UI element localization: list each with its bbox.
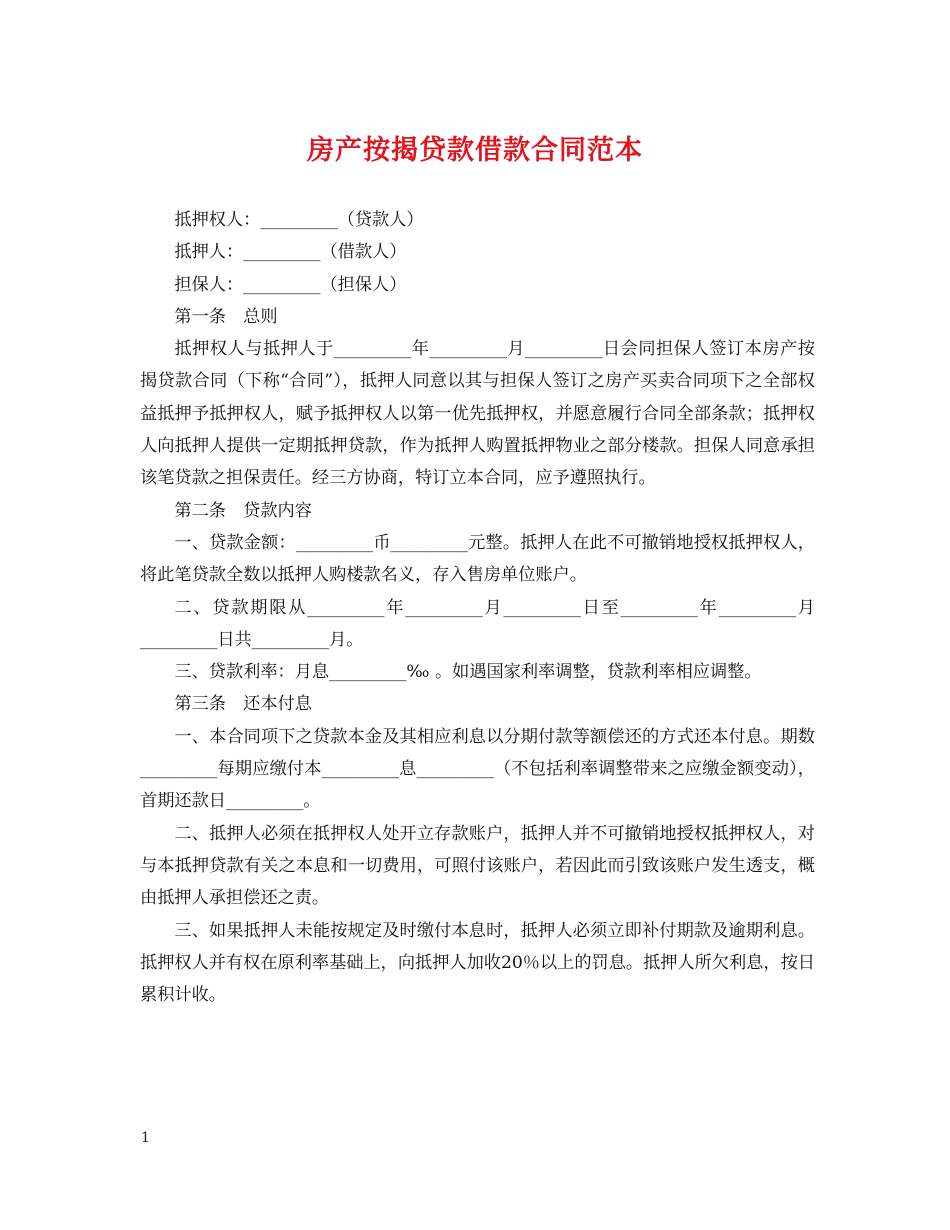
paragraph-loan-term: 二、贷款期限从_________年_________月_________日至_________年_________月_________日共_________月。 [140, 597, 815, 650]
paragraph-guarantor: 担保人：_________（担保人） [174, 274, 407, 295]
heading-article-3: 第三条 还本付息 [174, 694, 312, 715]
paragraph-article-1-text: 抵押权人与抵押人于_________年_________月_________日会同担保人签订本房产按揭贷款合同（下称“合同”），抵押人同意以其与担保人签订之房产买卖合同项下之全部权益抵押予抵押权人，赋予抵押权人以第一优先抵押权，并愿意履行合同全部条款；抵押权人向抵押人提供一定期抵押贷款，作为抵押人购置抵押物业之部分楼款。担保人同意承担该笔贷款之担保责任。经三方协商，特订立本合同，应予遵照执行。 [140, 339, 815, 489]
paragraph-repayment-3: 三、如果抵押人未能按规定及时缴付本息时，抵押人必须立即补付期款及逾期利息。抵押权人并有权在原利率基础上，向抵押人加收20％以上的罚息。抵押人所欠利息，按日累积计收。 [140, 920, 815, 1006]
paragraph-mortgagor: 抵押人：_________（借款人） [174, 242, 407, 263]
paragraph-repayment-1: 一、本合同项下之贷款本金及其相应利息以分期付款等额偿还的方式还本付息。期数_________每期应缴付本_________息_________（不包括利率调整带来之应缴金额变动），首期还款日_________。 [140, 726, 815, 812]
page-number: 1 [141, 1130, 150, 1146]
document-body [140, 204, 815, 1011]
document-title: 房产按揭贷款借款合同范本 [307, 135, 643, 166]
heading-article-2: 第二条 贷款内容 [174, 500, 312, 521]
paragraph-mortgagee: 抵押权人：_________（贷款人） [174, 210, 424, 230]
heading-article-1: 第一条 总则 [174, 306, 278, 327]
paragraph-repayment-2: 二、抵押人必须在抵押权人处开立存款账户，抵押人并不可撤销地授权抵押权人，对与本抵押贷款有关之本息和一切费用，可照付该账户，若因此而引致该账户发生透支，概由抵押人承担偿还之责。 [140, 823, 815, 909]
paragraph-loan-amount: 一、贷款金额：_________币_________元整。抵押人在此不可撤销地授权抵押权人，将此笔贷款全数以抵押人购楼款名义，存入售房单位账户。 [140, 532, 815, 586]
paragraph-loan-rate: 三、贷款利率：月息_________‰ 。如遇国家利率调整，贷款利率相应调整。 [174, 662, 762, 683]
